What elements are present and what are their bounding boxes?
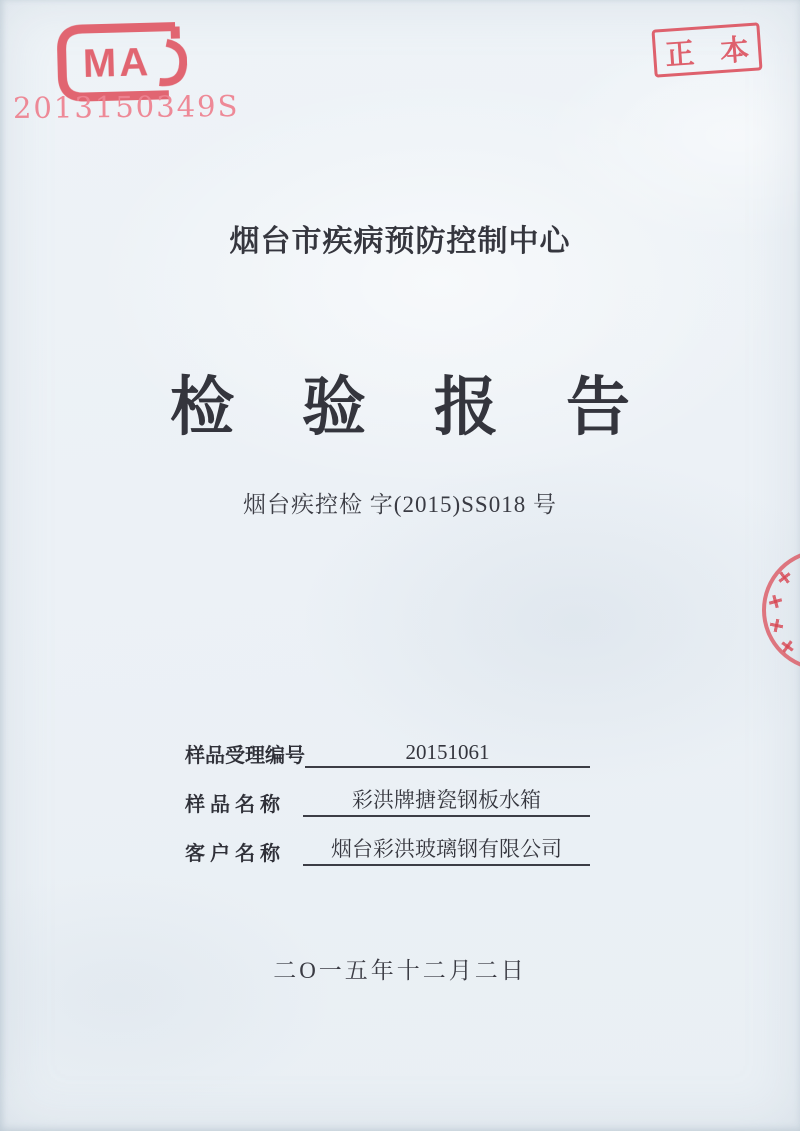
report-number: 烟台疾控检 字(2015)SS018 号 [243,492,557,517]
issue-date: 二O一五年十二月二日 [273,958,527,983]
sample-name-label: 样 品 名 称 [185,794,280,816]
partial-round-official-seal [762,549,800,671]
organization-title: 烟台市疾病预防控制中心 [229,225,571,258]
form-row-client-name [185,836,590,866]
accreditation-serial-number: 2013150349S [12,89,240,126]
sample-id-value: 20151061 [305,740,590,768]
client-name-label: 客 户 名 称 [185,843,280,865]
seal-glyph-mark [769,618,784,633]
seal-glyph-mark [775,568,793,586]
sample-info-form [185,738,590,885]
seal-glyph-mark [767,593,783,609]
form-row-sample-id [185,738,590,768]
original-copy-stamp [651,22,762,77]
client-name-value: 烟台彩洪玻璃钢有限公司 [303,833,590,866]
sample-name-value: 彩洪牌搪瓷钢板水箱 [303,784,590,817]
cma-letters: MA [82,40,152,86]
sample-id-label: 样品受理编号 [185,745,305,767]
original-stamp-char-left: 正 [664,37,696,72]
form-row-sample-name [185,787,590,817]
document-title: 检验报告 [170,372,698,443]
original-stamp-char-right: 本 [719,33,751,68]
seal-glyph-mark [778,637,796,655]
